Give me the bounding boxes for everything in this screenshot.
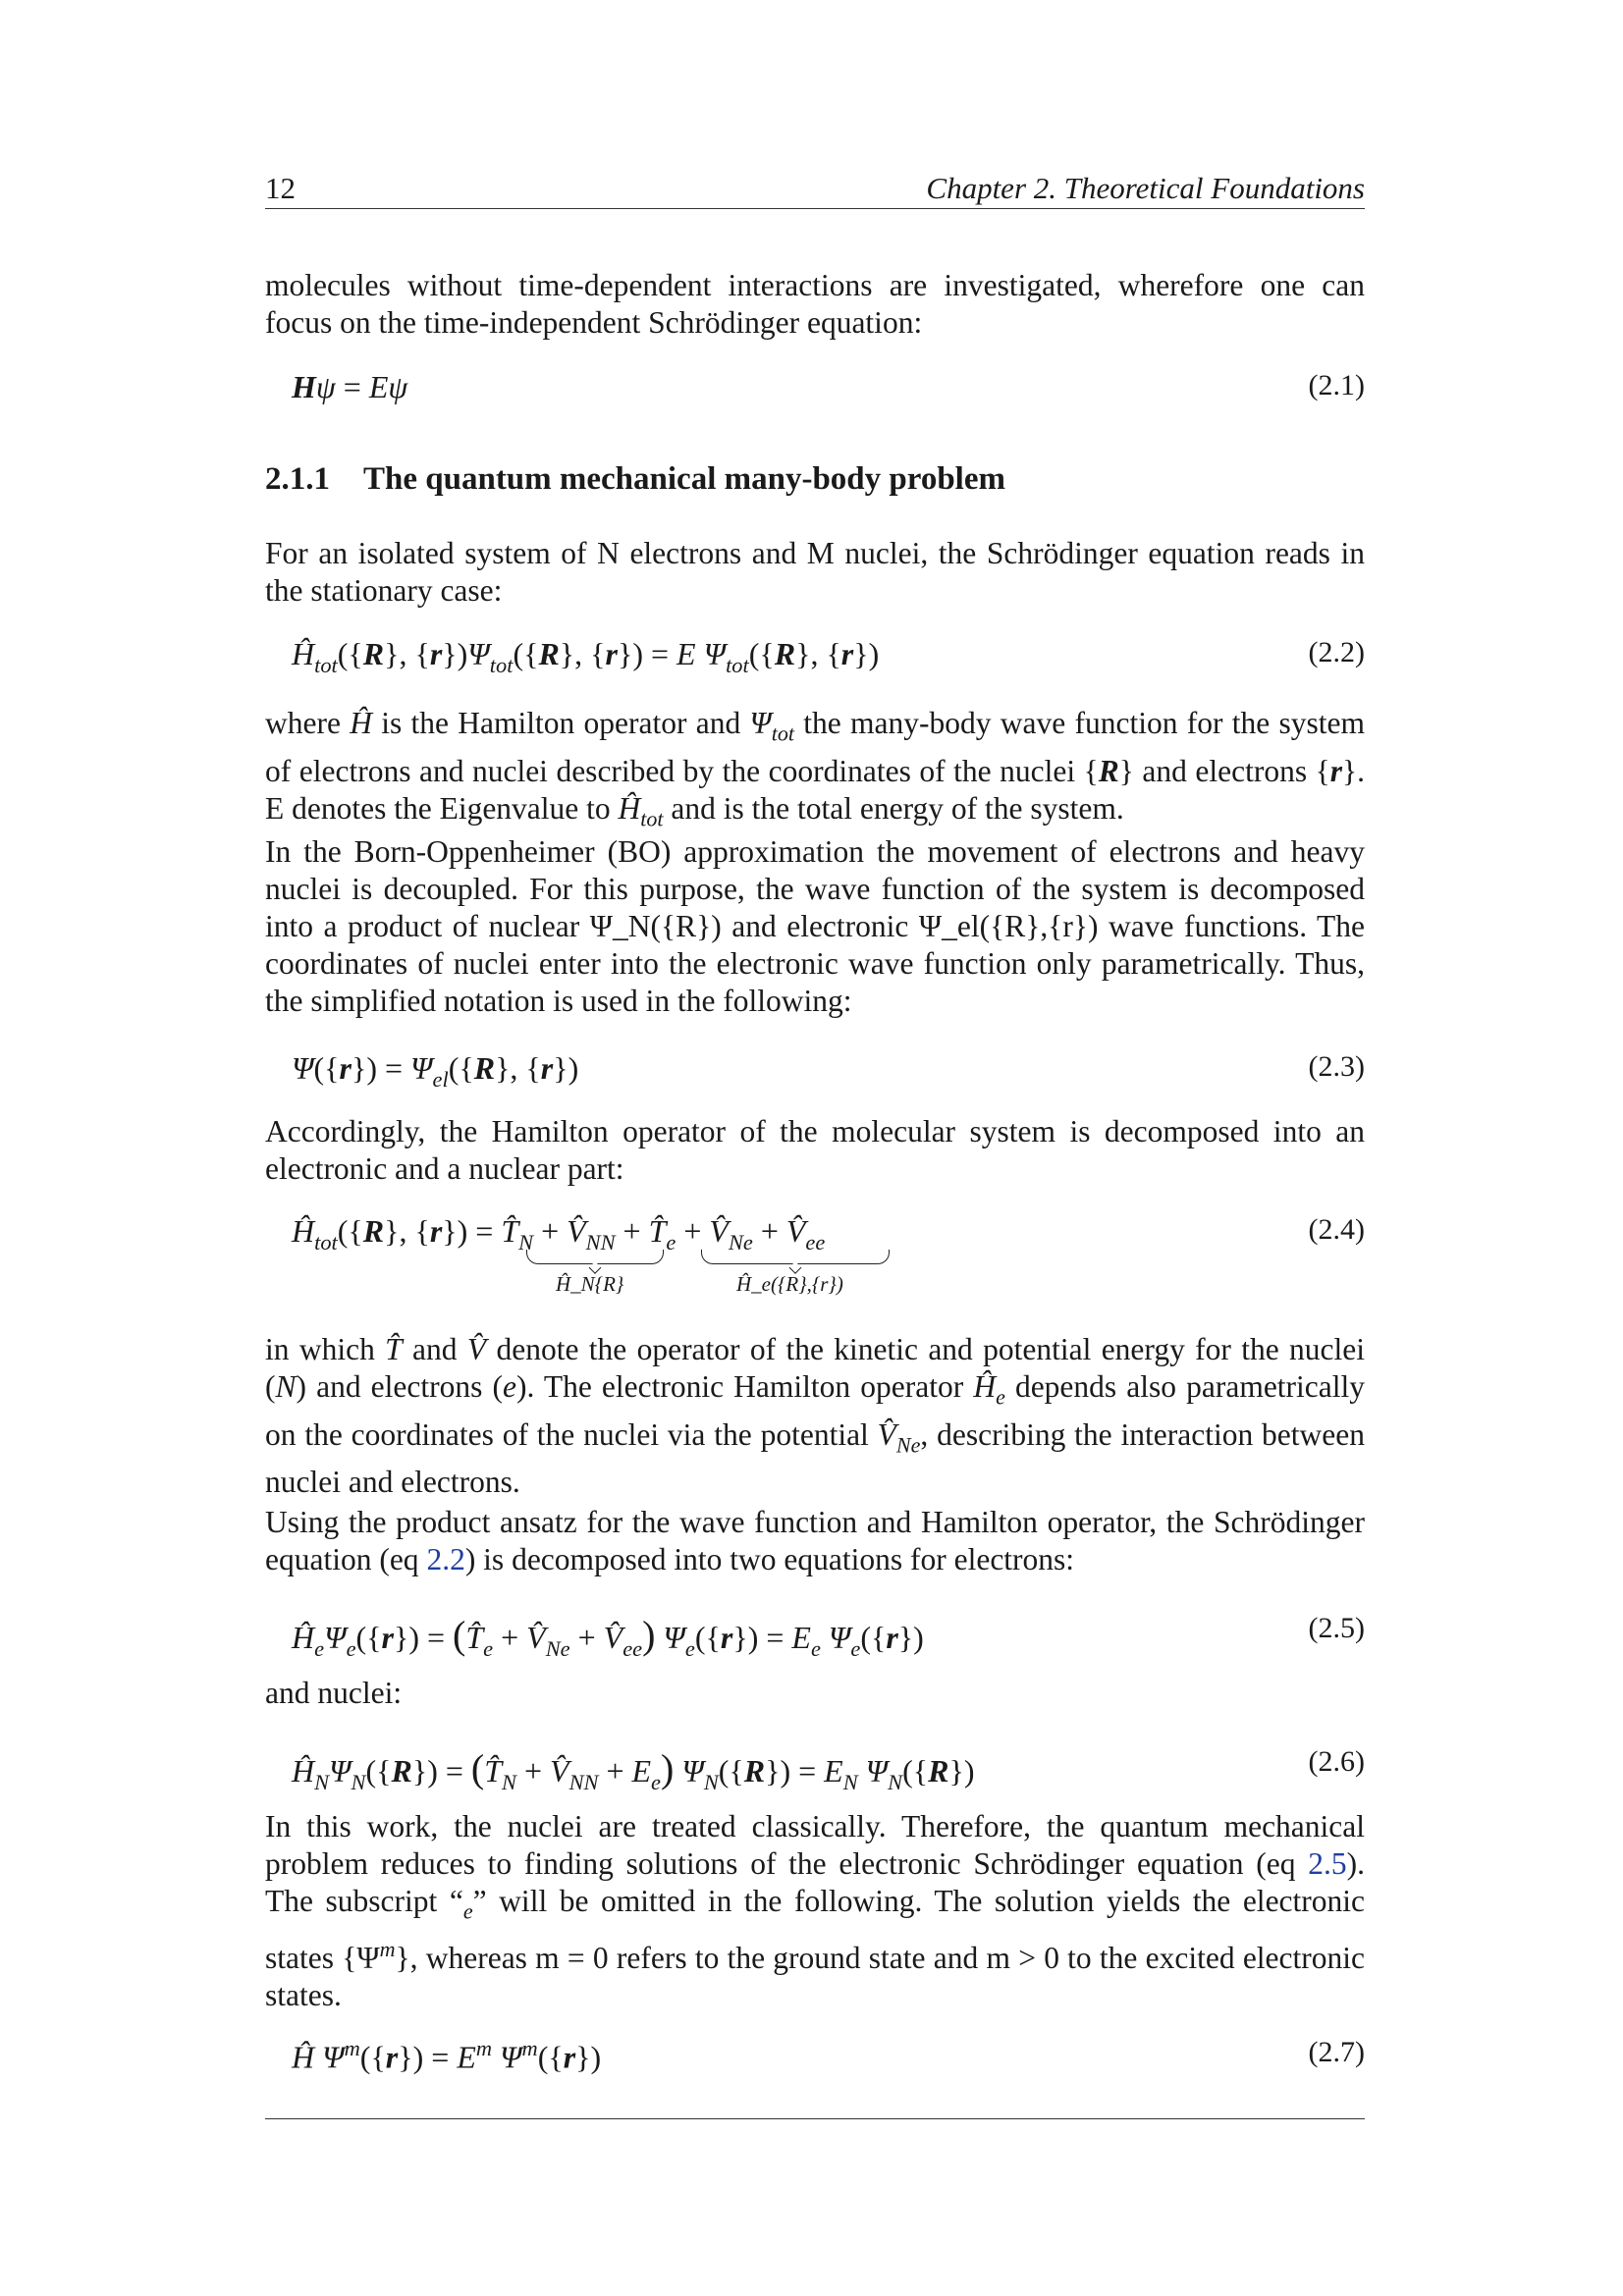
equation-number: (2.1) [1308,369,1365,401]
section-heading [265,461,1365,498]
equation-2-4 [265,1213,1365,1311]
paragraph-2: where Ĥ is the Hamilton operator and $\Psi_{tot}$ the many-body wave function for the system of electrons and nuclei described by the coordinates of the nuclei {R} and electrons {r}. E denotes the Eigenvalue to $Ĥ_{tot}$ and is the total energy of the system. [265,706,1366,831]
equation-2-3 [265,1050,1365,1090]
equation-2-2 [265,636,1365,675]
paragraph-8: In this work, the nuclei are treated classically. Therefore, the quantum mechanical problem reduces to finding solutions of the electronic Schrödinger equation (eq 2.5). The subscript “$_e$” will be omitted in the following. The solution yields the electronic states $\{\Psi^m\}$, whereas m = 0 refers to the ground state and m > 0 to the excited electronic states. [265,1809,1366,2012]
equation-body: $Ĥ_{tot}(\{R\}$, $\{r\})\Psi_{tot}(\{R\}$, {r}) = E $\Psi_{tot}(\{R\}$, {r}) [292,636,880,677]
equation-reference-link[interactable]: 2.2 [426,1542,465,1576]
running-header [265,169,1365,209]
underbrace-nuclear-label: Ĥ_N{R} [556,1272,624,1296]
footer-rule [265,2118,1365,2119]
paragraph-8-text-3: ” will be omitted in the following. The solution yields the electronic states {Ψ [265,1884,1366,1975]
equation-body: Hψ = Eψ [292,369,408,404]
equation-body: $\Psi(\{r\}) = \Psi_{el}(\{R\}$, {r}) [292,1050,579,1092]
equation-body: $Ĥ_{tot}(\{R\}$, $\{r\}) = T̂_N$ + $V̂_{NN}$ + $T̂_e$ + $V̂_{Ne}$ + $V̂_{ee}$ [292,1213,826,1255]
paragraph-8-text-2: ). The subscript “ [265,1846,1365,1918]
underbrace-electronic [701,1250,890,1264]
paragraph-7: and nuclei: [265,1676,403,1710]
equation-body: $Ĥ_N\Psi_N(\{R\})$ = ($T̂_N$ + $V̂_{NN} + E_e$) $\Psi_N(\{R\}) = E_N$ $\Psi_N(\{R\})$ [292,1746,975,1794]
equation-2-5 [265,1612,1365,1661]
equation-number: (2.7) [1308,2036,1365,2068]
page-number: 12 [265,171,296,205]
equation-number: (2.4) [1308,1213,1365,1246]
paragraph-6 [265,1504,1365,1578]
equation-body: $Ĥ_e\Psi_e(\{r\})$ = ($T̂_e$ + $V̂_{Ne}$ + $V̂_{ee}$) $\Psi_e(\{r\}) = E_e$ $\Psi_e(\{r\})$ [292,1613,924,1661]
paragraph-6-text-end: ) is decomposed into two equations for electrons: [464,1542,1075,1576]
equation-number: (2.3) [1308,1050,1365,1083]
chapter-title: Chapter 2. Theoretical Foundations [926,171,1365,205]
paragraph-8-text: In this work, the nuclei are treated classically. Therefore, the quantum mechanical problem reduces to finding solutions of the electronic Schrödinger equation (eq [265,1809,1365,1881]
section-title: The quantum mechanical many-body problem [363,461,1005,497]
equation-number: (2.6) [1308,1745,1365,1778]
paragraph-4: Accordingly, the Hamilton operator of the molecular system is decomposed into an electronic and a nuclear part: [265,1114,1365,1186]
underbrace-electronic-label: Ĥ_e({R},{r}) [736,1272,843,1296]
paragraph-6-text: Using the product ansatz for the wave function and Hamilton operator, the Schrödinger equation (eq [265,1505,1365,1576]
equation-number: (2.5) [1308,1612,1365,1644]
paragraph-8-text-4: }, whereas m = 0 refers to the ground state and m > 0 to the excited electronic states. [265,1940,1365,2012]
paragraph-5: in which T̂ and V̂ denote the operator of the kinetic and potential energy for the nuclei (N) and electrons (e). The electronic Hamilton operator $Ĥ_e$ depends also parametrically on the coordinates of the nuclei via the potential $V̂_{Ne}$, describing the interaction between nuclei and electrons. [265,1332,1366,1500]
section-number: 2.1.1 [265,461,330,497]
paragraph-3: In the Born-Oppenheimer (BO) approximation the movement of electrons and heavy nuclei is decoupled. For this purpose, the wave function of the system is decomposed into a product of nuclear Ψ_N({R}) and electronic Ψ_el({R},{r}) wave functions. The coordinates of nuclei enter into the electronic wave function only parametrically. Thus, the simplified notation is used in the following: [265,834,1365,1018]
equation-reference-link[interactable]: 2.5 [1308,1846,1347,1881]
paragraph-1: For an isolated system of N electrons and M nuclei, the Schrödinger equation reads in the stationary case: [265,536,1365,608]
equation-2-6 [265,1745,1365,1794]
underbrace-nuclear [526,1250,664,1264]
equation-number: (2.2) [1308,636,1365,668]
equation-2-1 [265,369,1365,408]
equation-2-7 [265,2036,1365,2075]
intro-paragraph: molecules without time-dependent interactions are investigated, wherefore one can focus on the time-independent Schrödinger equation: [265,268,1365,340]
equation-body: Ĥ $\Psi^m(\{r\}) = E^m$ $\Psi^m(\{r\})$ [292,2036,602,2075]
